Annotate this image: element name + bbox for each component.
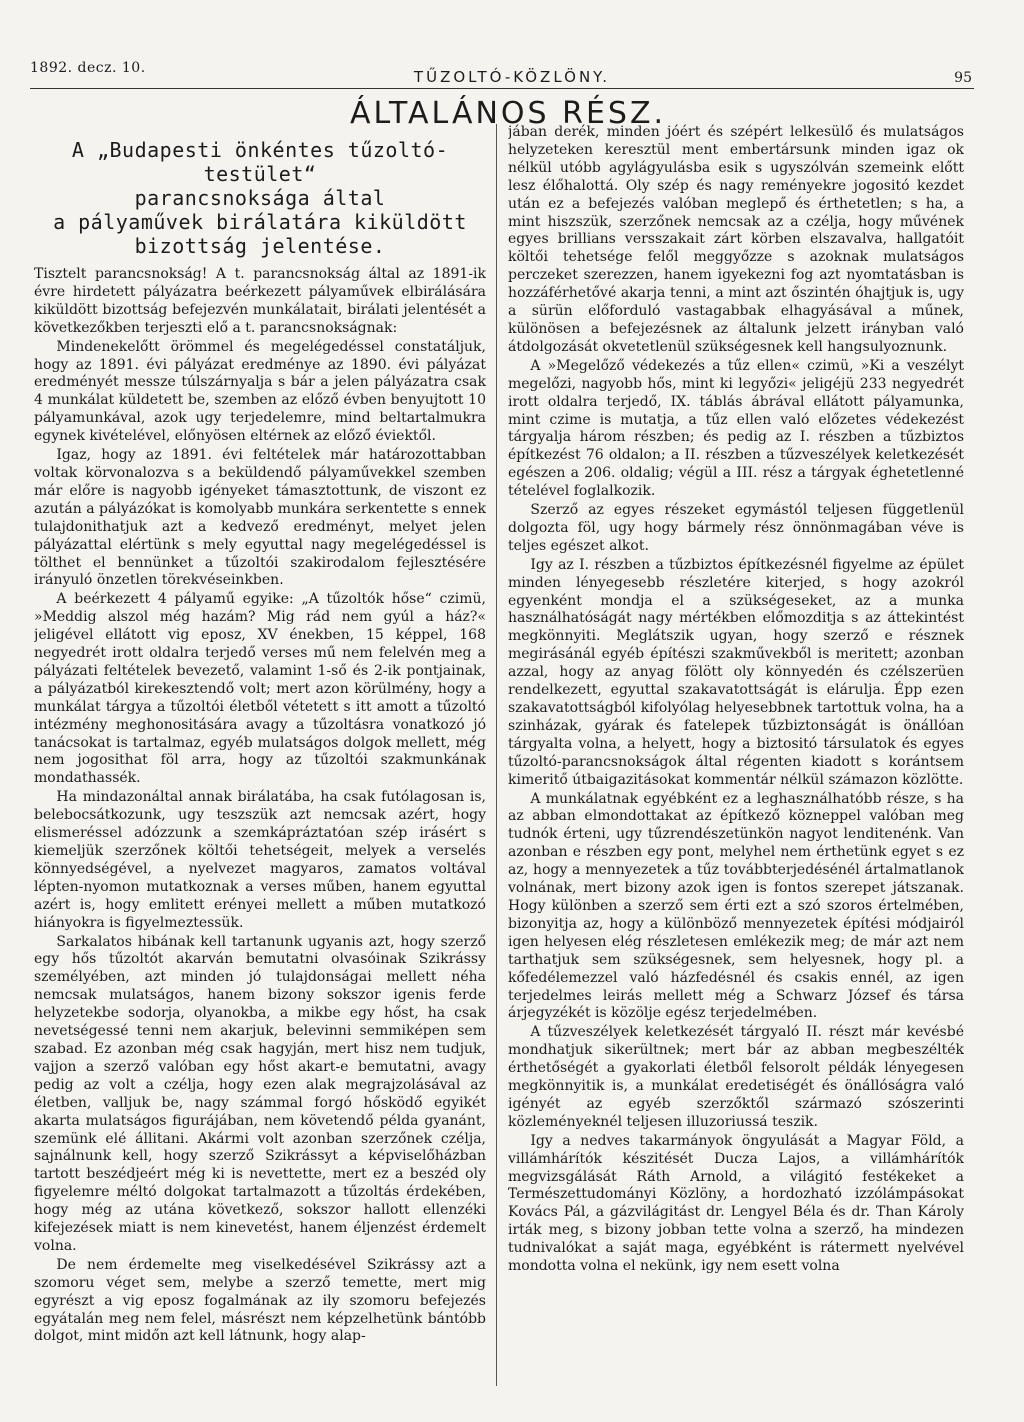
article-heading-line: parancsnoksága által [134,186,386,210]
right-column [508,124,964,1386]
paragraph: jában derék, minden jóért és szépért lelkesülő és mulatságos helyzeteken keresztül ment embertársunk minden igaz ok nélkül utóbb agylágyulásba esik s ugyszólván szemeink előtt lesz élőhalottá. Oly szép és nagy reményekre jogositó kezdet után ez a befejezés valóban meglepő és érthetetlen; s ha, a mint hiszszük, szerzőnek nemcsak az a czélja, hogy művének egyes brillians versszakait zárt körben elszavalva, hallgatóit költői tehetsége felől meggyőzze s azoknak mulatságos perczeket szerezzen, hanem igyekezni fog azt nyomtatásban is hozzáférhetővé akarja tenni, a mint azt őszintén óhajtjuk is, ugy a sürün előforduló vastagabbak elhagyásával a műnek, különösen a befejezésnek az általunk jelzett irányban való átdolgozását okvetetlenül szükségesnek kell hangsulyoznunk. [508,124,964,355]
paragraph: Tisztelt parancsnokság! A t. parancsnokság által az 1891-ik évre hirdetett pályázatra beérkezett pályaművek elbirálására kiküldött bizottság befejezvén munkálatait, birálati jelentését a következőkben terjeszti elő a t. parancsnokságnak: [34,266,486,336]
paragraph: A munkálatnak egyébként ez a leghasználhatóbb része, s ha az abban elmondottakat az építkező közneppel valóban meg tudnók érteni, ugy tűzrendészetünkön nagyot lenditenénk. Van azonban e részben egy pont, melyhel nem érthetünk egyet s ez az, hogy a mennyezetek a tűz továbbterjedésénél ártalmatlanok volnának, mert bizony azok igen is fontos szerepet játszanak. Hogy különben a szerző sem érti ezt a szó szoros értelmében, bizonyitja az, hogy a különböző mennyezetek építési módjairól igen helyesen elég részletesen emlékezik meg; de már azt nem tarthatjuk sem szükségesnek, sem helyesnek, hogy pl. a kőfedélemezzel való házfedésnél és csakis ennél, az igen terjedelmes leirás mellett még a Schwarz József és társa árjegyzékét is közölje egész terjedelmében. [508,790,964,1022]
paragraph: Mindenekelőtt örömmel és megelégedéssel constatáljuk, hogy az 1891. évi pályázat eredménye az 1890. évi pályázat eredményét messze túlszárnyalja s bár a jelen pályázatra csak 4 munkálat küldetett be, szemben az előző évben benyujtott 10 pályamunkával, azok ugy terjedelemre, mind beltartalmukra egynek kivételével, előnyösen eltérnek az előző éviektől. [34,338,486,445]
paragraph: A »Megelőző védekezés a tűz ellen« czimü, »Ki a veszélyt megelőzi, nagyobb hős, mint ki legyőzi« jeligéjü 233 negyedrét irott oldalra terjedő, IX. táblás ábrával ellátott pályamunka, mint czime is mutatja, a tűz ellen való előzetes védekezést tárgyalja három részben; és pedig az I. részben a tűzbiztos építkezést 76 oldalon; a II. részben a tűzveszélyek keletkezését egészen a 206. oldalig; végül a III. rész a tárgyak éghetetlenné tételével foglalkozik. [508,357,964,500]
article-heading-line: a pályaművek birálatára kiküldött [53,210,467,234]
journal-title: TŰZOLTÓ-KÖZLÖNY. [413,68,611,86]
paragraph: Ha mindazonáltal annak birálatába, ha csak futólagosan is, belebocsátkozunk, ugy teszszük azt nemcsak azért, hogy elismeréssel adózzunk a szemkápráztatóan szép irásért s kiemeljük szerzőnek költői tehetségeit, melyek a verselés könnyedségével, a nyelvezet magyaros, zamatos voltával lépten-nyomon mutatkoznak a verses műben, hanem egyuttal azért is, hogy emlitett erényei mellett a műben mutatkozó hiányokra is figyelmeztessük. [34,789,486,931]
article-heading-line: bizottság jelentése. [134,234,386,258]
paragraph: A tűzveszélyek keletkezését tárgyaló II. részt már kevésbé mondhatjuk sikerültnek; mert bár az abban megbeszélték érthetőségét a gyakorlati életből felsorolt példák lényegesen megkönnyitik is, a munkálat eredetiségét és önállóságra való igényét az egyéb szerzőktől származó szószerinti közleményeknél teljesen illuzoriussá teszik. [508,1024,964,1130]
paragraph: Igaz, hogy az 1891. évi feltételek már határozottabban voltak körvonalozva s a beküldendő pályaművekkel szemben már előre is nagyobb igényeket támasztottunk, de viszont ez azután a pályázókat is komolyabb munkára serkentette s ennek tulajdonithatjuk azt a kedvező eredményt, melyet jelen pályázattal elértünk s mely egyuttal nagy megelégedéssel is tölthet el bennünket a tűzoltói szakirodalom fejlesztésére irányuló önzetlen törekvéseinkben. [34,447,486,589]
page-number: 95 [954,70,972,86]
column-divider [496,124,497,1386]
paragraph: Sarkalatos hibának kell tartanunk ugyanis azt, hogy szerző egy hős tűzoltót akarván bemutatni olvasóinak Szikrássy személyében, azt minden jó tulajdonságai mellett néha nemcsak mulatságos, hanem bizony sokszor igenis ferde helyzetekbe sodorja, olyanokba, a mikbe egy hőst, ha csak nevetségessé tenni nem akarjuk, belevinni semmiképen sem szabad. Ez azonban még csak hagyján, mert hisz nem tudjuk, vajjon a szerző valóban egy hőst akart-e bemutatni, avagy pedig az volt a czélja, hogy ezen alak megrajzolásával az életben, valljuk be, nagy számmal forgó hősködő egyikét akarta mulatságos figurájában, nem követendő példa gyanánt, szemünk elé állitani. Akármi volt azonban szerzőnek czélja, sajnálnunk kell, hogy szerző Szikrássyt a képviselőházban tartott beszédjeért még ki is nevettette, mert ez a beszéd oly figyelemre méltó dolgokat tartalmazott a tűzoltás érdekében, hogy még az utána következő, sokszor hallott ellenzéki kifejezések miatt is nem kinevetést, hanem éljenzést érdemelt volna. [34,933,486,1254]
issue-date: 1892. decz. 10. [30,60,146,76]
left-column [34,138,486,1400]
paragraph: De nem érdemelte meg viselkedésével Szikrássy azt a szomoru véget sem, melybe a szerző temette, mert mig egyrészt a vig eposz fogalmának az ily szomoru befejezés egyátalán meg nem felel, másrészt nem képzelhetünk bántóbb dolgot, mint midőn azt kell látnunk, hogy alap- [34,1256,486,1345]
paragraph: A beérkezett 4 pályamű egyike: „A tűzoltók hőse“ czimü, »Meddig alszol még hazám? Mig rád nem gyúl a ház?« jeligével ellátott vig eposz, XV énekben, 15 képpel, 168 negyedrét irott oldalra terjedő verses mű nem felelvén meg a pályázati feltételek bevezető, valamint 1-ső és 2-ik pontjainak, a pályázatból kirekesztendő volt; mert azon körülmény, hogy a munkálat tárgya a tűzoltói életből vétetett s itt amott a tűzoltó intézmény meghonositására avagy a tűzoltásra vonatkozó jó tanácsokat is tartalmaz, egyéb mulatságos dolgok mellett, még nem jogosithat föl arra, hogy az tűzoltói szakmunkának mondathassék. [34,591,486,787]
section-title: ÁLTALÁNOS RÉSZ. [349,96,667,131]
paragraph: Igy a nedves takarmányok öngyulását a Magyar Föld, a villámhárítók készitését Ducza Lajos, a villámhárítók megvizsgálását Ráth Arnold, a világitó festékeket a Természettudományi Közlöny, a hordozható izzólámpásokat Kovács Pál, a gázvilágitást dr. Lengyel Béla és dr. Than Károly irták meg, s bizony jobban tette volna a szerző, ha mindezen tudnivalókat a saját maga, egyébként is rátermett nyelvével mondotta volna el nekünk, igy nem esett volna [508,1132,964,1275]
article-heading-line: A „Budapesti önkéntes tűzoltó-testület“ [71,138,449,186]
header-rule [30,88,974,89]
article-heading [34,138,486,258]
paragraph: Szerző az egyes részeket egymástól teljesen függetlenül dolgozta föl, ugy hogy bármely rész önnönmagában véve is teljes egészet alkot. [508,502,964,554]
paragraph: Igy az I. részben a tűzbiztos építkezésnél figyelme az épület minden lényegesebb részletére kiterjed, s hogy azokról egyenként mondja el a szükségeseket, az a munka használhatóságát nagy mértékben előmozditja s az áttekintést megkönnyiti. Meglátszik ugyan, hogy szerző e résznek megirásánál egyéb építészi szakművekből is meritett; azonban azzal, hogy az anyag fölött oly könnyedén és czélszerüen rendelkezett, egyuttal szakavatottságát is elárulja. Épp ezen szakavatottságból kifolyólag helyesebbnek tartottuk volna, ha a szinházak, gyárak és fatelepek tűzbiztonságát is önállóan tárgyalta volna, a helyett, hogy a biztositó társulatok és egyes tűzoltó-parancsnokságok által régenten kiadott s korántsem kimeritő útbaigazitásokat kommentár nélkül számazon közlötte. [508,556,964,788]
